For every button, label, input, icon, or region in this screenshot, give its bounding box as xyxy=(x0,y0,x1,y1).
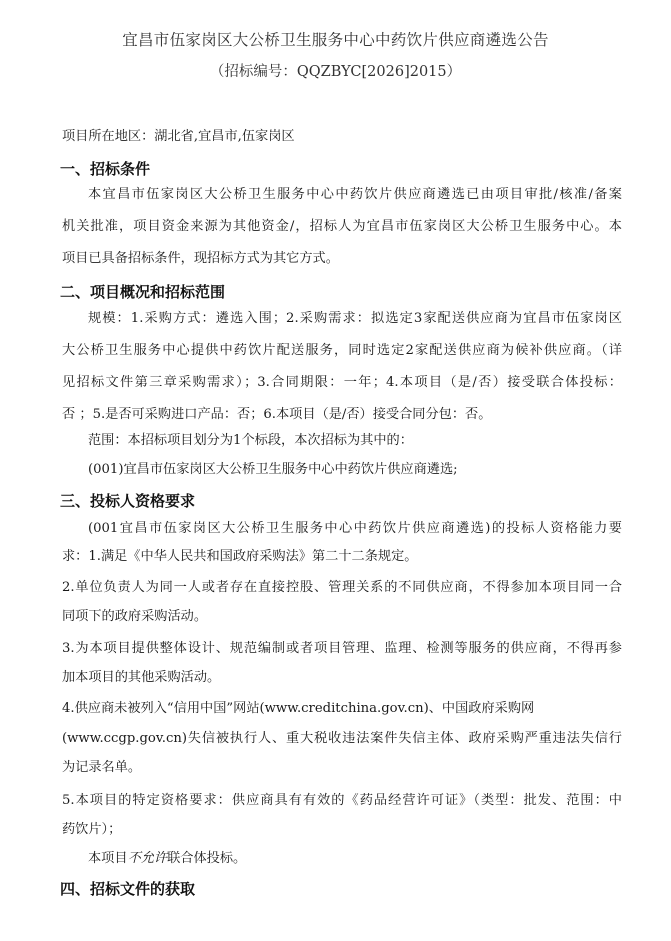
paragraph-line: 求：1.满足《中华人民共和国政府采购法》第二十二条规定。 xyxy=(62,549,418,564)
paragraph-line: 否 ；5.是否可采购进口产品：否；6.本项目（是/否）接受合同分包：否。 xyxy=(62,407,492,422)
paragraph-line: 加本项目的其他采购活动。 xyxy=(62,670,221,685)
project-location: 项目所在地区：湖北省,宜昌市,伍家岗区 xyxy=(62,129,295,144)
paragraph-line: 同项下的政府采购活动。 xyxy=(62,609,208,624)
consortium-not-allowed: 不允许 xyxy=(127,851,168,866)
paragraph-line: (www.ccgp.gov.cn)失信被执行人、重大税收违法案件失信主体、政府采购严重违法失信行 xyxy=(62,731,622,746)
document-title: 宜昌市伍家岗区大公桥卫生服务中心中药饮片供应商遴选公告 xyxy=(122,31,549,49)
paragraph-line: (001)宜昌市伍家岗区大公桥卫生服务中心中药饮片供应商遴选; xyxy=(88,462,458,477)
paragraph-line: 4.供应商未被列入“信用中国”网站(www.creditchina.gov.cn)、中国政府采购网 xyxy=(62,701,535,716)
paragraph-line: 为记录名单。 xyxy=(62,760,142,775)
paragraph-line: 5.本项目的特定资格要求：供应商具有有效的《药品经营许可证》（类型：批发、范围：中 xyxy=(62,793,622,808)
consortium-statement xyxy=(88,849,622,869)
paragraph-line: 2.单位负责人为同一人或者存在直接控股、管理关系的不同供应商，不得参加本项目同一合 xyxy=(62,580,622,595)
section-heading-project-overview: 二、项目概况和招标范围 xyxy=(60,283,226,301)
section-heading-tender-conditions: 一、招标条件 xyxy=(60,160,151,178)
paragraph-line: 见招标文件第三章采购需求）；3.合同期限：一年；4.本项目（是/否）接受联合体投标： xyxy=(62,375,622,390)
paragraph-line: 项目已具备招标条件，现招标方式为其它方式。 xyxy=(62,251,339,266)
paragraph-line: 大公桥卫生服务中心提供中药饮片配送服务，同时选定2家配送供应商为候补供应商。（详 xyxy=(62,343,622,358)
section-heading-qualifications: 三、投标人资格要求 xyxy=(60,492,196,510)
consortium-prefix: 本项目 xyxy=(88,851,128,866)
paragraph-line: (001宜昌市伍家岗区大公桥卫生服务中心中药饮片供应商遴选)的投标人资格能力要 xyxy=(88,521,622,536)
paragraph-line: 机关批准，项目资金来源为其他资金/，招标人为宜昌市伍家岗区大公桥卫生服务中心。本 xyxy=(62,219,622,234)
section-heading-document-acquisition: 四、招标文件的获取 xyxy=(60,880,196,898)
paragraph-line: 范围：本招标项目划分为1个标段，本次招标为其中的： xyxy=(88,433,413,448)
paragraph-line: 规模：1.采购方式：遴选入围；2.采购需求：拟选定3家配送供应商为宜昌市伍家岗区 xyxy=(88,311,622,326)
paragraph-line: 药饮片）； xyxy=(62,822,122,837)
tender-number: （招标编号：QQZBYC[2026]2015） xyxy=(209,64,462,80)
paragraph-line: 3.为本项目提供整体设计、规范编制或者项目管理、监理、检测等服务的供应商，不得再参 xyxy=(62,641,622,656)
paragraph-line: 本宜昌市伍家岗区大公桥卫生服务中心中药饮片供应商遴选已由项目审批/核准/备案 xyxy=(88,187,622,202)
consortium-suffix: 联合体投标。 xyxy=(167,851,247,866)
